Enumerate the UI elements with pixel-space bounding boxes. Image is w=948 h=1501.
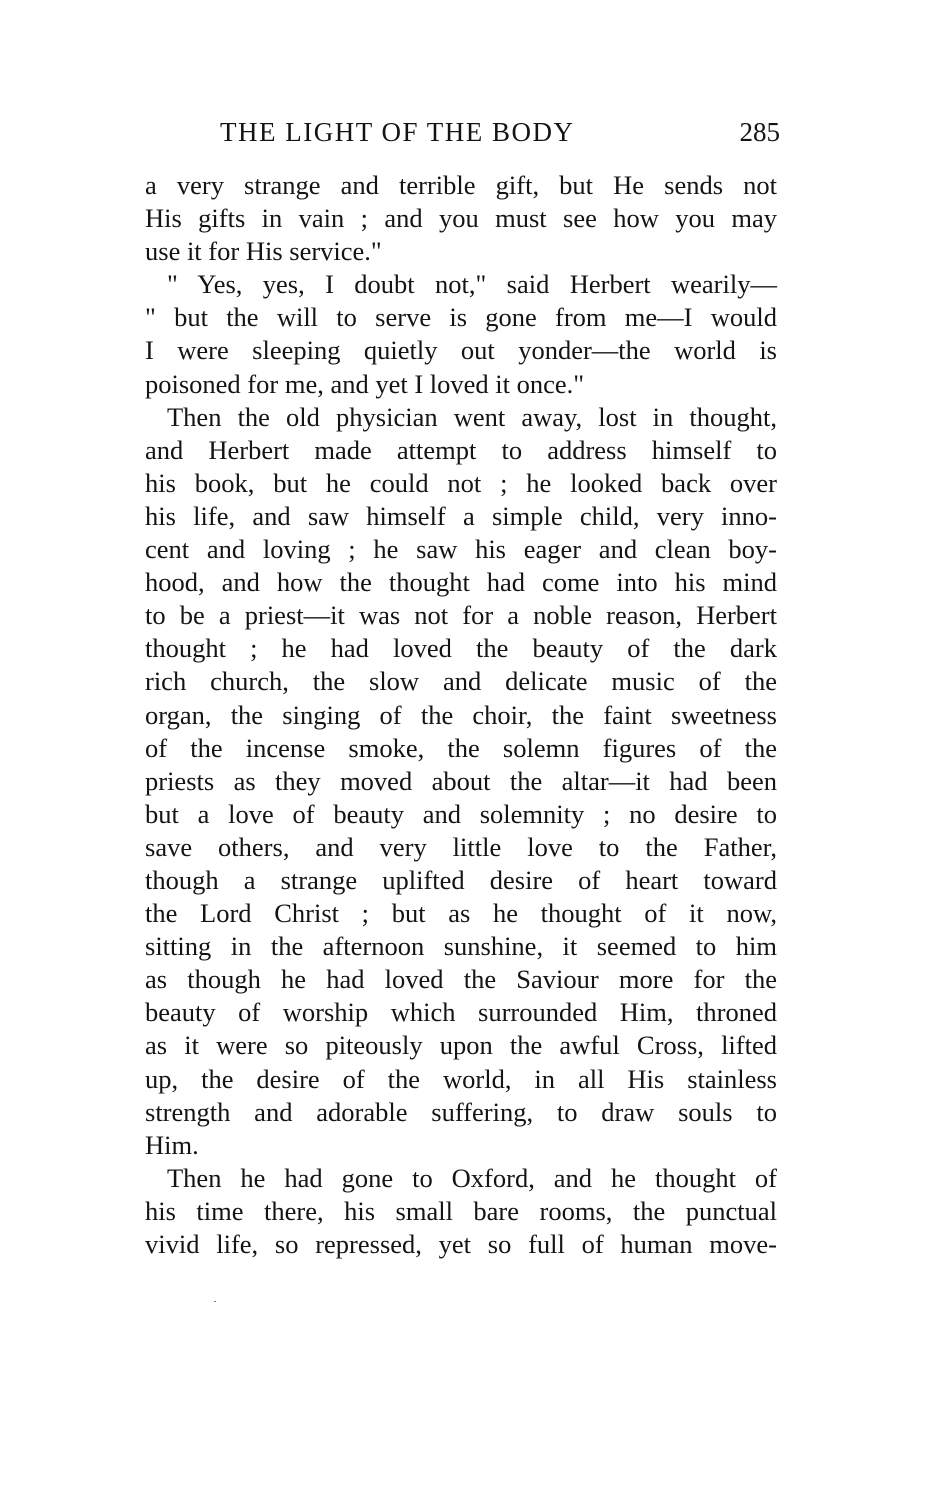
print-speck — [214, 1301, 216, 1302]
text-line: a very strange and terrible gift, but He sends not — [145, 170, 777, 200]
text-line: His gifts in vain ; and you must see how you may — [145, 203, 777, 234]
text-line: save others, and very little love to the Father, — [145, 831, 777, 862]
text-line: strength and adorable suffering, to draw souls to — [145, 1096, 777, 1127]
text-line: beauty of worship which surrounded Him, throned — [145, 997, 777, 1028]
text-line: his time there, his small bare rooms, the punctual — [145, 1195, 777, 1226]
text-line: thought ; he had loved the beauty of the dark — [145, 633, 777, 664]
text-line: Then the old physician went away, lost in thought, — [167, 401, 777, 432]
text-line: his book, but he could not ; he looked back over — [145, 467, 777, 498]
text-line: up, the desire of the world, in all His stainless — [145, 1063, 777, 1094]
text-line: cent and loving ; he saw his eager and clean boy- — [145, 534, 777, 565]
text-line: sitting in the afternoon sunshine, it seemed to him — [145, 931, 777, 962]
text-line: to be a priest—it was not for a noble reason, Herbert — [145, 600, 777, 631]
text-line: Then he had gone to Oxford, and he thought of — [167, 1162, 777, 1193]
text-line: vivid life, so repressed, yet so full of human move- — [145, 1229, 777, 1259]
text-line: the Lord Christ ; but as he thought of it now, — [145, 898, 777, 929]
running-title: THE LIGHT OF THE BODY — [220, 117, 575, 147]
text-line: hood, and how the thought had come into his mind — [145, 567, 777, 598]
text-line: use it for His service." — [145, 236, 382, 267]
text-line: and Herbert made attempt to address himself to — [145, 434, 777, 465]
body-text — [145, 169, 777, 1261]
text-line: of the incense smoke, the solemn figures of the — [145, 732, 777, 763]
text-line: but a love of beauty and solemnity ; no desire to — [145, 798, 777, 829]
text-line: as it were so piteously upon the awful Cross, lifted — [145, 1030, 777, 1061]
text-line: though a strange uplifted desire of heart toward — [145, 864, 777, 895]
text-line: " but the will to serve is gone from me—I would — [145, 302, 777, 333]
text-line: his life, and saw himself a simple child, very inno- — [145, 500, 777, 531]
text-line: " Yes, yes, I doubt not," said Herbert wearily— — [167, 269, 777, 300]
text-line: organ, the singing of the choir, the faint sweetness — [145, 699, 777, 730]
text-line: poisoned for me, and yet I loved it once." — [145, 368, 585, 399]
page-number: 285 — [739, 117, 780, 147]
text-line: Him. — [145, 1129, 199, 1160]
text-line: as though he had loved the Saviour more for the — [145, 964, 777, 995]
text-line: I were sleeping quietly out yonder—the world is — [145, 335, 777, 366]
running-head — [220, 114, 780, 150]
text-line: priests as they moved about the altar—it had been — [145, 765, 777, 796]
text-line: rich church, the slow and delicate music of the — [145, 666, 777, 697]
